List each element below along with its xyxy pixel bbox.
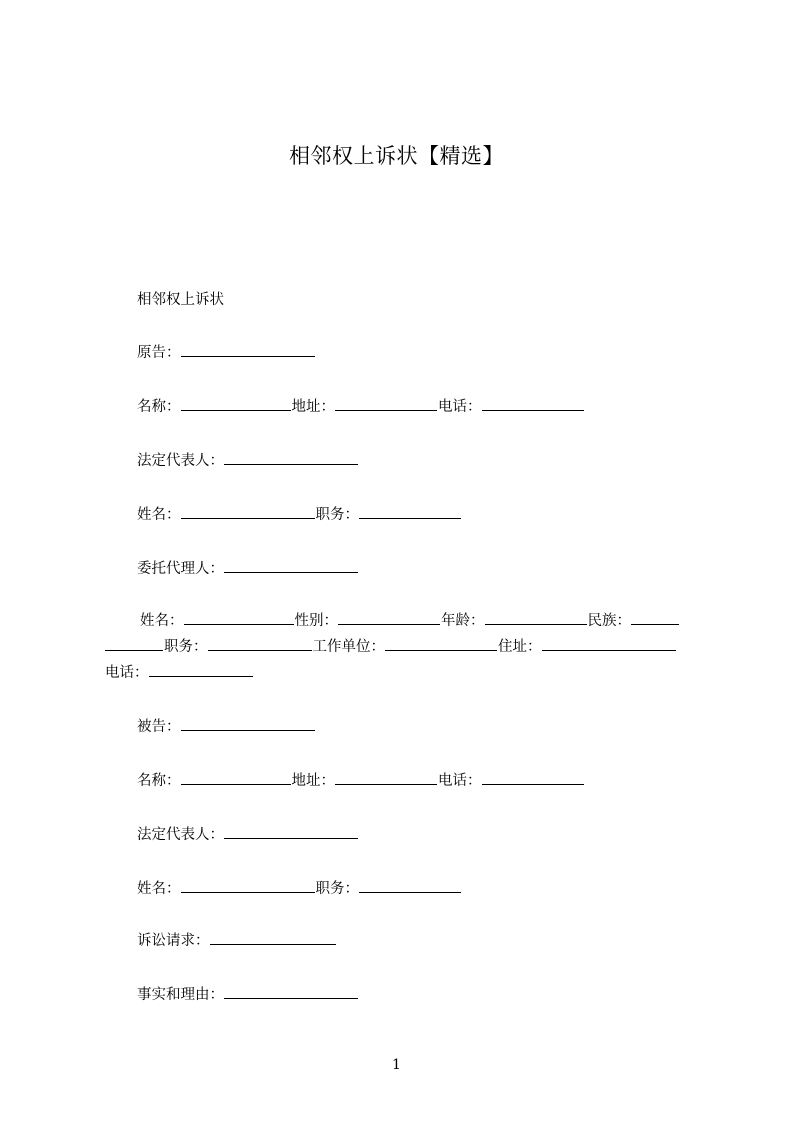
agent-details-line-2: [105, 636, 677, 658]
defendant-line: [137, 716, 316, 738]
section-heading: 相邻权上诉状: [137, 292, 224, 308]
agent-details-line-3: [105, 662, 254, 684]
agent-ethnicity-label: 民族：: [587, 613, 631, 629]
plaintiff-phone-blank[interactable]: [482, 396, 584, 411]
plaintiff-rep-name-label: 姓名：: [137, 507, 181, 523]
agent-details-line-1: [140, 610, 680, 632]
facts-blank[interactable]: [224, 984, 358, 999]
plaintiff-name-label: 名称：: [137, 399, 181, 415]
defendant-blank[interactable]: [181, 716, 315, 731]
claims-blank[interactable]: [210, 930, 336, 945]
plaintiff-label: 原告：: [137, 345, 181, 361]
agent-gender-label: 性别：: [294, 613, 338, 629]
defendant-phone-blank[interactable]: [482, 770, 584, 785]
plaintiff-rep-line: [137, 504, 462, 526]
facts-line: [137, 984, 359, 1006]
defendant-phone-label: 电话：: [438, 773, 482, 789]
plaintiff-name-blank[interactable]: [181, 396, 291, 411]
document-title: 相邻权上诉状【精选】: [289, 144, 504, 168]
agent-post-label: 职务：: [164, 639, 208, 655]
facts-label: 事实和理由：: [137, 987, 224, 1003]
agent-age-blank[interactable]: [485, 610, 587, 625]
defendant-rep-name-label: 姓名：: [137, 881, 181, 897]
agent-phone-label: 电话：: [105, 665, 149, 681]
agent-residence-label: 住址：: [498, 639, 542, 655]
plaintiff-legal-rep-line: [137, 450, 359, 472]
agent-residence-blank[interactable]: [542, 636, 676, 651]
defendant-rep-name-blank[interactable]: [181, 878, 315, 893]
defendant-rep-post-label: 职务：: [315, 881, 359, 897]
defendant-name-label: 名称：: [137, 773, 181, 789]
agent-label: 委托代理人：: [137, 561, 224, 577]
agent-line: [137, 558, 359, 580]
page-number: 1: [392, 1057, 401, 1073]
agent-employer-blank[interactable]: [385, 636, 497, 651]
defendant-label: 被告：: [137, 719, 181, 735]
plaintiff-address-blank[interactable]: [335, 396, 437, 411]
agent-ethnicity-blank[interactable]: [631, 610, 679, 625]
plaintiff-rep-name-blank[interactable]: [181, 504, 315, 519]
defendant-address-blank[interactable]: [335, 770, 437, 785]
defendant-info-line: [137, 770, 585, 792]
agent-post-blank[interactable]: [208, 636, 312, 651]
defendant-legal-rep-line: [137, 824, 359, 846]
defendant-legal-rep-blank[interactable]: [224, 824, 358, 839]
agent-gender-blank[interactable]: [338, 610, 440, 625]
plaintiff-address-label: 地址：: [291, 399, 335, 415]
agent-phone-blank[interactable]: [149, 662, 253, 677]
defendant-rep-line: [137, 878, 462, 900]
plaintiff-phone-label: 电话：: [438, 399, 482, 415]
plaintiff-blank[interactable]: [181, 342, 315, 357]
claims-label: 诉讼请求：: [137, 933, 210, 949]
plaintiff-rep-post-label: 职务：: [315, 507, 359, 523]
plaintiff-rep-post-blank[interactable]: [359, 504, 461, 519]
plaintiff-legal-rep-blank[interactable]: [224, 450, 358, 465]
agent-blank[interactable]: [224, 558, 358, 573]
agent-age-label: 年龄：: [441, 613, 485, 629]
claims-line: [137, 930, 337, 952]
plaintiff-legal-rep-label: 法定代表人：: [137, 453, 224, 469]
agent-employer-label: 工作单位：: [312, 639, 385, 655]
plaintiff-line: [137, 342, 316, 364]
agent-ethnicity-blank-cont[interactable]: [105, 636, 163, 651]
agent-name-blank[interactable]: [184, 610, 294, 625]
defendant-address-label: 地址：: [291, 773, 335, 789]
agent-name-label: 姓名：: [140, 613, 184, 629]
defendant-legal-rep-label: 法定代表人：: [137, 827, 224, 843]
plaintiff-info-line: [137, 396, 585, 418]
defendant-name-blank[interactable]: [181, 770, 291, 785]
defendant-rep-post-blank[interactable]: [359, 878, 461, 893]
